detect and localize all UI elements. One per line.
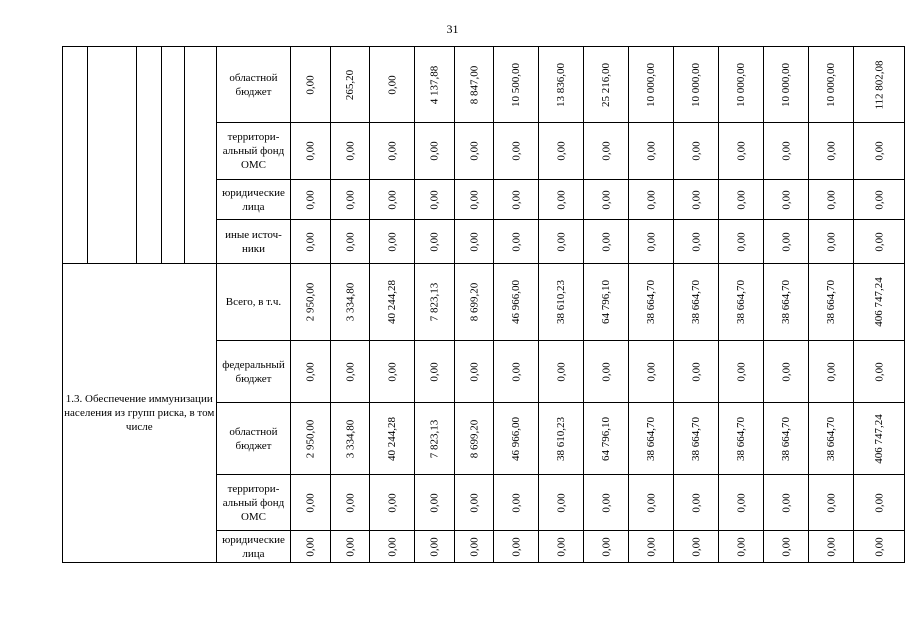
value-text: 2 950,00 <box>304 282 317 322</box>
value-cell <box>809 403 854 475</box>
value-cell <box>764 123 809 180</box>
value-text: 0,00 <box>510 231 523 252</box>
value-cell <box>454 403 494 475</box>
value-cell <box>494 341 539 403</box>
value-text: 0,00 <box>873 189 886 210</box>
value-cell <box>584 180 629 220</box>
value-text: 0,00 <box>825 536 838 557</box>
value-text: 0,00 <box>304 189 317 210</box>
value-text: 0,00 <box>428 189 441 210</box>
value-cell <box>854 531 905 563</box>
value-cell <box>494 220 539 264</box>
value-text: 0,00 <box>468 492 481 513</box>
value-text: 0,00 <box>304 141 317 161</box>
value-cell <box>809 264 854 341</box>
value-cell <box>674 264 719 341</box>
value-cell <box>291 403 331 475</box>
value-cell <box>415 264 455 341</box>
value-cell <box>854 220 905 264</box>
value-text: 0,00 <box>600 189 613 210</box>
value-text: 0,00 <box>555 536 568 557</box>
value-text: 0,00 <box>825 231 838 252</box>
value-text: 0,00 <box>735 361 748 382</box>
value-cell <box>809 47 854 123</box>
value-text: 0,00 <box>690 536 703 557</box>
value-text: 10 000,00 <box>645 62 658 107</box>
value-cell <box>719 47 764 123</box>
value-cell <box>719 264 764 341</box>
value-cell <box>539 123 584 180</box>
value-text: 0,00 <box>780 141 793 161</box>
value-cell <box>584 123 629 180</box>
value-cell <box>809 341 854 403</box>
value-cell <box>330 220 370 264</box>
value-cell <box>415 47 455 123</box>
value-cell <box>291 220 331 264</box>
value-cell <box>330 403 370 475</box>
value-cell <box>330 341 370 403</box>
funding-source: иные источ-ники <box>216 220 291 264</box>
value-cell <box>674 123 719 180</box>
value-text: 0,00 <box>690 231 703 252</box>
value-cell <box>415 180 455 220</box>
value-text: 64 796,10 <box>600 416 613 461</box>
value-cell <box>809 220 854 264</box>
value-text: 38 664,70 <box>735 416 748 461</box>
value-cell <box>330 47 370 123</box>
value-text: 0,00 <box>780 536 793 557</box>
value-cell <box>674 475 719 531</box>
value-text: 0,00 <box>428 361 441 382</box>
value-cell <box>809 531 854 563</box>
value-cell <box>764 475 809 531</box>
value-text: 0,00 <box>873 536 886 557</box>
value-cell <box>415 220 455 264</box>
value-cell <box>719 220 764 264</box>
value-cell <box>415 475 455 531</box>
value-text: 38 664,70 <box>690 416 703 461</box>
value-text: 0,00 <box>304 231 317 252</box>
value-text: 0,00 <box>735 536 748 557</box>
value-cell <box>494 475 539 531</box>
value-cell <box>454 47 494 123</box>
page-number: 31 <box>446 22 459 36</box>
value-text: 0,00 <box>825 361 838 382</box>
value-text: 0,00 <box>780 189 793 210</box>
value-text: 0,00 <box>468 231 481 252</box>
value-text: 0,00 <box>690 189 703 210</box>
value-text: 3 334,80 <box>344 282 357 322</box>
funding-source: юридические лица <box>216 531 291 563</box>
value-cell <box>674 531 719 563</box>
value-text: 0,00 <box>386 536 399 557</box>
value-text: 38 610,23 <box>555 416 568 461</box>
value-cell <box>539 531 584 563</box>
value-text: 3 334,80 <box>344 419 357 458</box>
value-cell <box>454 123 494 180</box>
value-cell <box>674 47 719 123</box>
value-cell <box>674 403 719 475</box>
value-text: 0,00 <box>304 492 317 513</box>
value-text: 0,00 <box>386 74 399 95</box>
value-cell <box>764 264 809 341</box>
value-text: 0,00 <box>600 231 613 252</box>
value-text: 0,00 <box>468 361 481 382</box>
value-cell <box>674 180 719 220</box>
value-text: 0,00 <box>510 361 523 382</box>
value-cell <box>415 341 455 403</box>
value-text: 64 796,10 <box>600 280 613 324</box>
value-cell <box>370 475 415 531</box>
value-cell <box>629 123 674 180</box>
value-text: 0,00 <box>428 231 441 252</box>
value-text: 0,00 <box>344 189 357 210</box>
funding-source: областной бюджет <box>216 47 291 123</box>
value-text: 46 966,00 <box>510 416 523 461</box>
value-cell <box>494 123 539 180</box>
value-text: 0,00 <box>735 141 748 161</box>
value-text: 0,00 <box>555 361 568 382</box>
value-text: 0,00 <box>344 141 357 161</box>
funding-source: территори-альный фонд ОМС <box>216 475 291 531</box>
value-text: 112 802,08 <box>873 59 886 110</box>
value-cell <box>494 403 539 475</box>
value-cell <box>539 341 584 403</box>
value-text: 0,00 <box>386 189 399 210</box>
value-text: 38 664,70 <box>645 416 658 461</box>
value-text: 0,00 <box>468 536 481 557</box>
value-text: 0,00 <box>304 74 317 95</box>
value-text: 265,20 <box>344 69 357 100</box>
value-cell <box>415 403 455 475</box>
value-cell <box>539 475 584 531</box>
value-cell <box>454 531 494 563</box>
value-text: 0,00 <box>735 492 748 513</box>
value-cell <box>764 47 809 123</box>
value-text: 0,00 <box>780 361 793 382</box>
value-cell <box>854 341 905 403</box>
value-cell <box>454 264 494 341</box>
value-text: 38 664,70 <box>690 280 703 324</box>
value-text: 0,00 <box>825 141 838 161</box>
value-text: 0,00 <box>645 492 658 513</box>
value-cell <box>719 341 764 403</box>
value-text: 38 610,23 <box>555 280 568 324</box>
value-cell <box>494 531 539 563</box>
value-text: 40 244,28 <box>386 280 399 324</box>
value-text: 0,00 <box>645 189 658 210</box>
value-cell <box>629 531 674 563</box>
empty-cell <box>87 47 136 264</box>
value-cell <box>854 475 905 531</box>
value-text: 38 664,70 <box>825 416 838 461</box>
value-text: 38 664,70 <box>735 280 748 324</box>
funding-source: Всего, в т.ч. <box>216 264 291 341</box>
empty-cell <box>137 47 162 264</box>
value-cell <box>764 531 809 563</box>
value-cell <box>584 220 629 264</box>
value-cell <box>719 475 764 531</box>
value-cell <box>764 220 809 264</box>
value-cell <box>719 531 764 563</box>
value-cell <box>370 123 415 180</box>
value-text: 0,00 <box>555 189 568 210</box>
value-cell <box>764 403 809 475</box>
value-cell <box>629 220 674 264</box>
value-text: 8 699,20 <box>468 282 481 322</box>
value-cell <box>629 475 674 531</box>
value-cell <box>370 180 415 220</box>
value-text: 0,00 <box>555 231 568 252</box>
value-text: 10 000,00 <box>690 62 703 107</box>
value-cell <box>674 220 719 264</box>
value-text: 0,00 <box>510 536 523 557</box>
value-text: 4 137,88 <box>428 65 441 104</box>
value-cell <box>584 47 629 123</box>
value-cell <box>719 403 764 475</box>
value-cell <box>330 475 370 531</box>
value-cell <box>539 220 584 264</box>
value-text: 0,00 <box>645 361 658 382</box>
value-cell <box>629 403 674 475</box>
value-text: 0,00 <box>780 231 793 252</box>
value-cell <box>629 264 674 341</box>
funding-source: юридические лица <box>216 180 291 220</box>
value-text: 38 664,70 <box>825 280 838 324</box>
value-cell <box>494 47 539 123</box>
value-cell <box>291 180 331 220</box>
value-text: 0,00 <box>428 141 441 161</box>
value-text: 10 000,00 <box>780 62 793 107</box>
value-text: 0,00 <box>510 492 523 513</box>
value-cell <box>330 264 370 341</box>
value-cell <box>291 475 331 531</box>
value-cell <box>330 531 370 563</box>
value-text: 0,00 <box>428 492 441 513</box>
value-cell <box>330 180 370 220</box>
value-cell <box>674 341 719 403</box>
value-cell <box>854 403 905 475</box>
value-text: 0,00 <box>873 361 886 382</box>
value-text: 0,00 <box>690 141 703 161</box>
value-cell <box>370 47 415 123</box>
value-text: 25 216,00 <box>600 62 613 107</box>
value-cell <box>370 531 415 563</box>
value-cell <box>330 123 370 180</box>
empty-cell <box>161 47 185 264</box>
budget-table <box>62 46 905 563</box>
value-cell <box>494 180 539 220</box>
value-cell <box>719 123 764 180</box>
value-cell <box>454 220 494 264</box>
value-text: 0,00 <box>735 231 748 252</box>
value-text: 0,00 <box>645 141 658 161</box>
empty-cell <box>63 47 88 264</box>
empty-cell <box>185 47 216 264</box>
value-cell <box>291 341 331 403</box>
activity-name: 1.3. Обеспечение иммунизации населения из групп риска, в том числе <box>63 264 217 563</box>
value-text: 0,00 <box>304 361 317 382</box>
value-cell <box>584 264 629 341</box>
value-cell <box>539 180 584 220</box>
value-cell <box>764 180 809 220</box>
table-row <box>63 47 905 123</box>
value-cell <box>629 180 674 220</box>
value-text: 0,00 <box>690 492 703 513</box>
value-cell <box>584 341 629 403</box>
value-text: 40 244,28 <box>386 416 399 461</box>
value-cell <box>854 264 905 341</box>
value-text: 38 664,70 <box>780 280 793 324</box>
value-cell <box>809 180 854 220</box>
value-text: 0,00 <box>555 492 568 513</box>
value-cell <box>291 531 331 563</box>
value-text: 0,00 <box>304 536 317 557</box>
value-text: 13 836,00 <box>555 62 568 107</box>
value-cell <box>291 47 331 123</box>
value-text: 0,00 <box>344 492 357 513</box>
value-text: 0,00 <box>873 141 886 161</box>
value-text: 0,00 <box>344 536 357 557</box>
value-cell <box>629 47 674 123</box>
value-text: 0,00 <box>555 141 568 161</box>
funding-source: федеральный бюджет <box>216 341 291 403</box>
value-text: 0,00 <box>873 231 886 252</box>
value-text: 0,00 <box>510 189 523 210</box>
value-cell <box>370 264 415 341</box>
funding-source: областной бюджет <box>216 403 291 475</box>
value-text: 46 966,00 <box>510 280 523 324</box>
value-cell <box>454 180 494 220</box>
value-text: 0,00 <box>428 536 441 557</box>
value-text: 0,00 <box>386 492 399 513</box>
value-text: 10 000,00 <box>735 62 748 107</box>
value-text: 2 950,00 <box>304 419 317 458</box>
value-cell <box>539 403 584 475</box>
value-cell <box>291 264 331 341</box>
value-cell <box>415 123 455 180</box>
value-cell <box>454 475 494 531</box>
value-cell <box>854 47 905 123</box>
value-cell <box>539 264 584 341</box>
value-cell <box>584 475 629 531</box>
value-text: 0,00 <box>645 536 658 557</box>
value-cell <box>809 123 854 180</box>
value-cell <box>454 341 494 403</box>
value-text: 10 500,00 <box>510 62 523 107</box>
value-cell <box>539 47 584 123</box>
value-cell <box>370 220 415 264</box>
value-text: 0,00 <box>468 189 481 210</box>
value-text: 38 664,70 <box>645 280 658 324</box>
value-cell <box>291 123 331 180</box>
value-cell <box>370 403 415 475</box>
value-text: 0,00 <box>873 492 886 513</box>
value-cell <box>584 531 629 563</box>
value-text: 10 000,00 <box>825 62 838 107</box>
value-text: 0,00 <box>735 189 748 210</box>
value-cell <box>854 123 905 180</box>
funding-source: территори-альный фонд ОМС <box>216 123 291 180</box>
value-text: 0,00 <box>780 492 793 513</box>
value-text: 7 823,13 <box>428 282 441 322</box>
table-row <box>63 264 905 341</box>
value-text: 0,00 <box>825 492 838 513</box>
value-cell <box>584 403 629 475</box>
value-text: 0,00 <box>510 141 523 161</box>
value-text: 0,00 <box>386 361 399 382</box>
value-text: 0,00 <box>344 361 357 382</box>
value-cell <box>719 180 764 220</box>
value-text: 8 699,20 <box>468 419 481 458</box>
value-cell <box>629 341 674 403</box>
value-text: 7 823,13 <box>428 419 441 458</box>
value-text: 38 664,70 <box>780 416 793 461</box>
value-text: 0,00 <box>645 231 658 252</box>
value-text: 0,00 <box>600 536 613 557</box>
value-cell <box>854 180 905 220</box>
value-text: 0,00 <box>386 141 399 161</box>
value-text: 0,00 <box>825 189 838 210</box>
value-cell <box>415 531 455 563</box>
value-text: 8 847,00 <box>468 65 481 104</box>
value-cell <box>809 475 854 531</box>
value-text: 0,00 <box>386 231 399 252</box>
value-text: 406 747,24 <box>873 413 886 464</box>
value-text: 0,00 <box>344 231 357 252</box>
value-cell <box>370 341 415 403</box>
value-text: 406 747,24 <box>873 277 886 327</box>
value-cell <box>764 341 809 403</box>
value-text: 0,00 <box>600 141 613 161</box>
value-cell <box>494 264 539 341</box>
value-text: 0,00 <box>600 361 613 382</box>
value-text: 0,00 <box>468 141 481 161</box>
value-text: 0,00 <box>600 492 613 513</box>
value-text: 0,00 <box>690 361 703 382</box>
